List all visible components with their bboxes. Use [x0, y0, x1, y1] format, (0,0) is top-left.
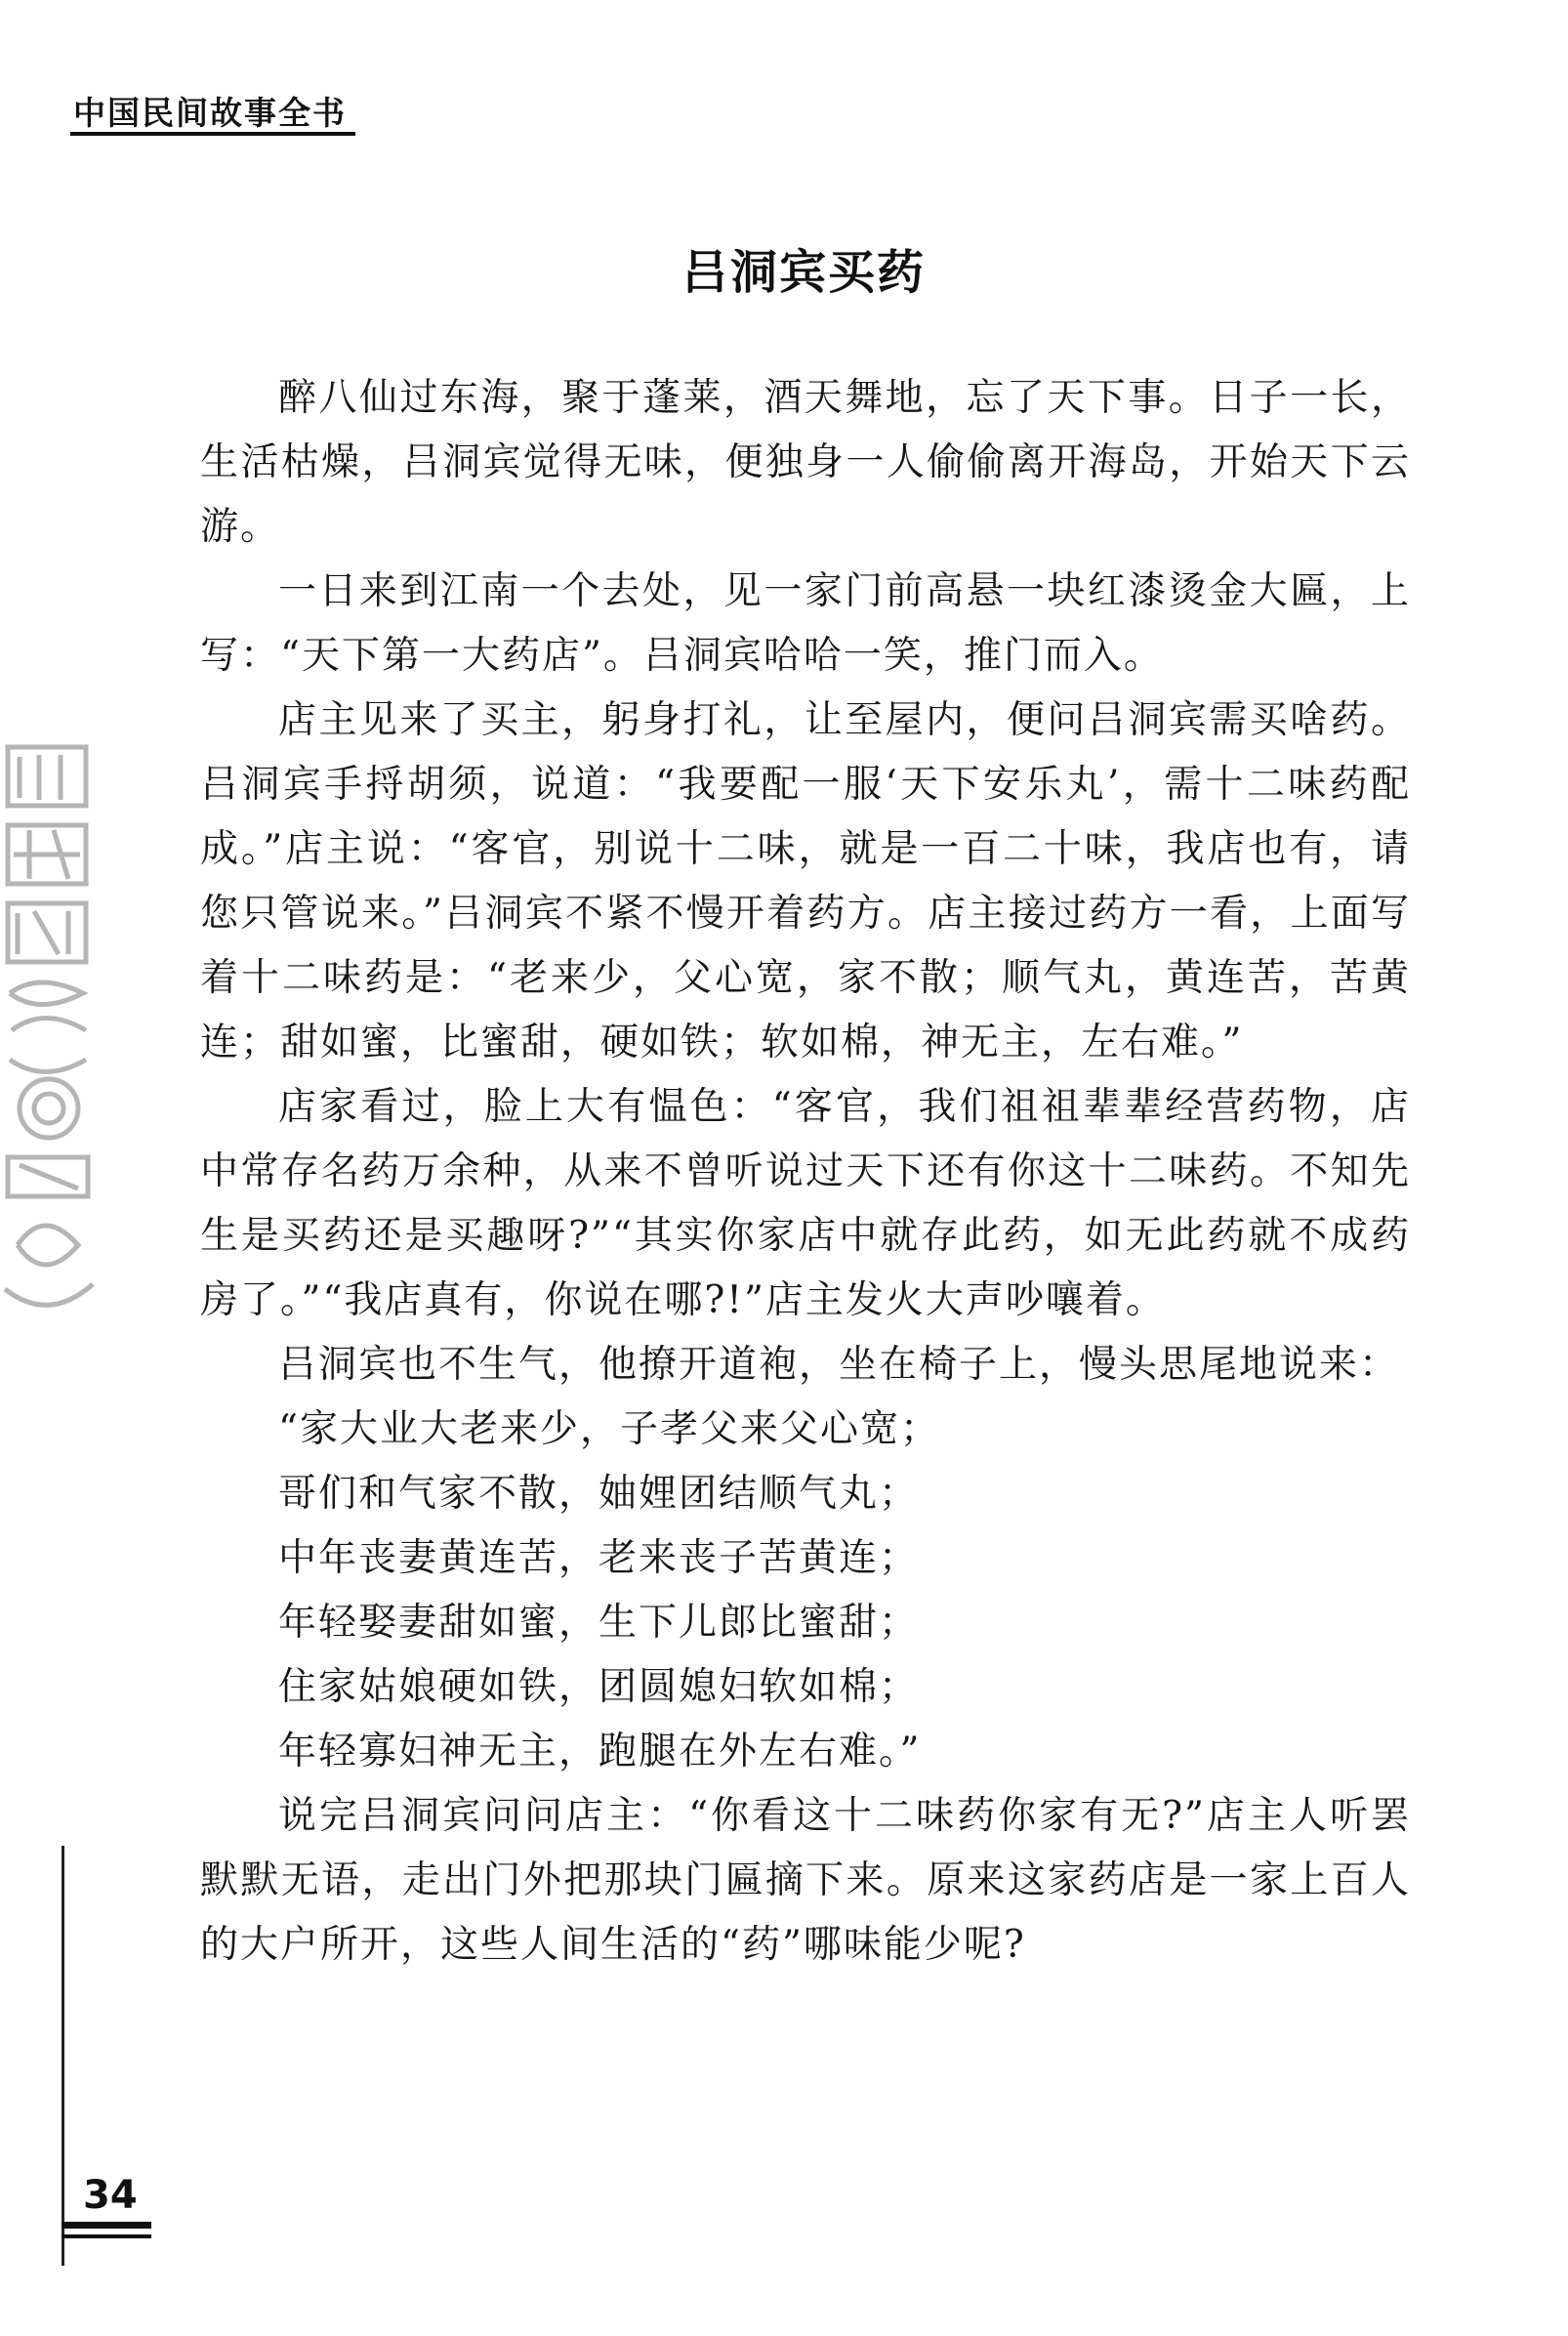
closing-paragraph: 说完吕洞宾问问店主：“你看这十二味药你家有无?”店主人听罢默默无语，走出门外把那块门匾摘下来。原来这家药店是一家上百人的大户所开，这些人间生活的“药”哪味能少呢?: [200, 1794, 1411, 1967]
paragraph: 吕洞宾也不生气，他撩开道袍，坐在椅子上，慢头思尾地说来：: [278, 1343, 1400, 1387]
page-number-underline: [62, 2222, 151, 2229]
header-rule: [70, 132, 355, 136]
paragraph: 醉八仙过东海，聚于蓬莱，酒天舞地，忘了天下事。日子一长，生活枯燥，吕洞宾觉得无味，便独身一人偷偷离开海岛，开始天下云游。: [200, 376, 1411, 549]
margin-rule: [62, 1846, 64, 2266]
running-header-book-title: 中国民间故事全书: [73, 94, 347, 132]
paragraph: 店主见来了买主，躬身打礼，让至屋内，便问吕洞宾需买啥药。吕洞宾手捋胡须，说道：“我要配一服‘天下安乐丸’，需十二味药配成。”店主说：“客官，别说十二味，就是一百二十味，我店也有，请您只管说来。”吕洞宾不紧不慢开着药方。店主接过药方一看，上面写着十二味药是：“老来少，父心宽，家不散；顺气丸，黄连苦，苦黄连；甜如蜜，比蜜甜，硬如铁；软如棉，神无主，左右难。”: [200, 698, 1411, 1064]
verse-line: 年轻娶妻甜如蜜，生下儿郎比蜜甜；: [278, 1601, 920, 1645]
side-decoration-watermark: [0, 737, 98, 1323]
verse-line: 中年丧妻黄连苦，老来丧子苦黄连；: [278, 1536, 920, 1580]
story-title: 吕洞宾买药: [681, 245, 926, 300]
paragraph: 店家看过，脸上大有愠色：“客官，我们祖祖辈辈经营药物，店中常存名药万余种，从来不曾听说过天下还有你这十二味药。不知先生是买药还是买趣呀?”“其实你家店中就存此药，如无此药就不成药房了。”“我店真有，你说在哪?!”店主发火大声吵嚷着。: [200, 1085, 1411, 1322]
verse-line: 住家姑娘硬如铁，团圆媳妇软如棉；: [278, 1665, 920, 1709]
story-body: [200, 366, 1411, 1978]
page-number-underline: [62, 2234, 151, 2238]
verse-line: 年轻寡妇神无主，跑腿在外左右难。”: [278, 1730, 922, 1773]
page-number: 34: [83, 2173, 138, 2218]
verse-line: “家大业大老来少，子孝父来父心宽；: [278, 1407, 940, 1451]
paragraph: 一日来到江南一个去处，见一家门前高悬一块红漆烫金大匾，上写：“天下第一大药店”。吕洞宾哈哈一笑，推门而入。: [200, 569, 1411, 678]
verse-line: 哥们和气家不散，妯娌团结顺气丸；: [278, 1472, 920, 1516]
